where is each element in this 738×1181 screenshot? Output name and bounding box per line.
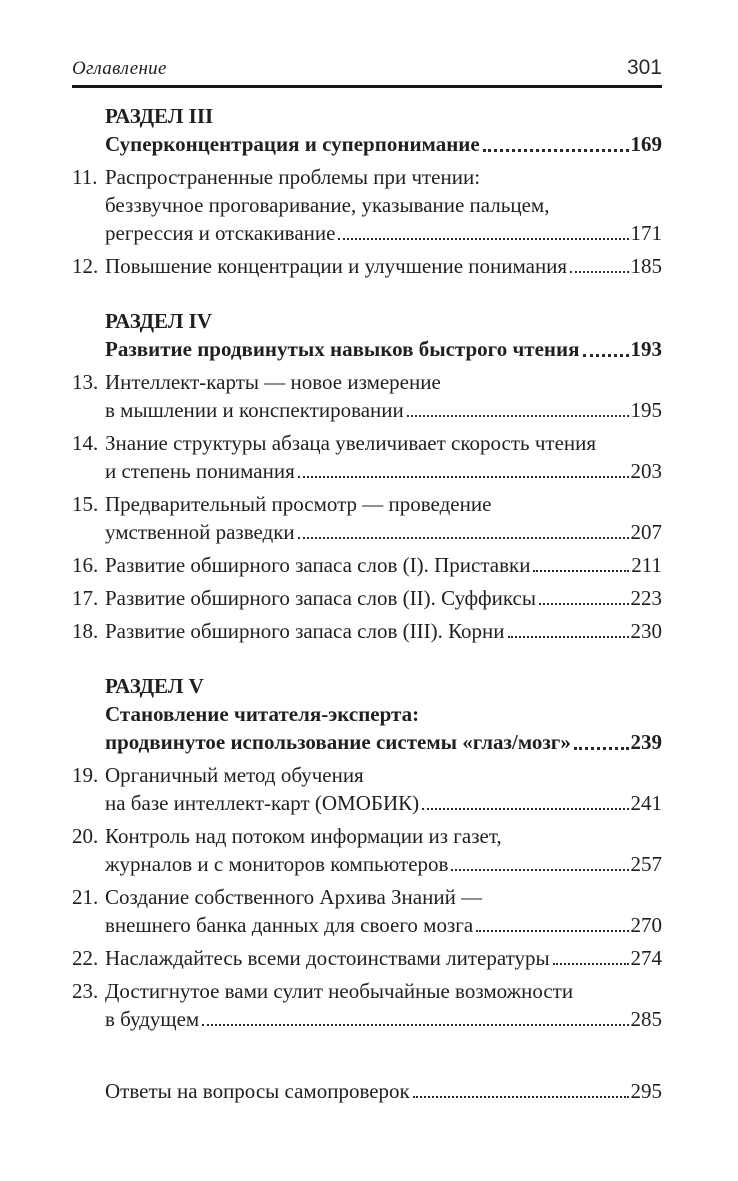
toc-entry-continuation [72, 789, 662, 817]
section-heading [72, 700, 662, 728]
entry-page: 241 [630, 791, 662, 815]
entry-text: внешнего банка данных для своего мозга [105, 913, 474, 937]
section-heading-text: Становление читателя-эксперта: [105, 702, 420, 726]
toc-entry [72, 163, 662, 191]
answers-text: Ответы на вопросы самопроверок [105, 1079, 410, 1103]
toc-entry-continuation [72, 396, 662, 424]
section-page: 239 [630, 730, 662, 754]
entry-text: Развитие обширного запаса слов (III). Корни [105, 619, 505, 643]
section-heading [72, 672, 662, 700]
section-heading-text: РАЗДЕЛ V [105, 674, 204, 698]
entry-number: 17. [72, 586, 99, 610]
entry-text: Предварительный просмотр — проведение [105, 492, 492, 516]
toc-entry [72, 551, 662, 579]
entry-text: журналов и с мониторов компьютеров [105, 852, 449, 876]
dot-leader [413, 1096, 629, 1098]
table-of-contents [72, 102, 662, 1105]
entry-text: Развитие обширного запаса слов (I). Приставки [105, 553, 531, 577]
toc-entry-continuation [72, 457, 662, 485]
entry-text: Повышение концентрации и улучшение понимания [105, 254, 568, 278]
section-heading-text: РАЗДЕЛ IV [105, 309, 212, 333]
toc-entry [72, 617, 662, 645]
dot-leader [407, 415, 629, 417]
section-heading [72, 728, 662, 756]
toc-entry [72, 584, 662, 612]
dot-leader [338, 238, 628, 240]
toc-entry [72, 977, 662, 1005]
toc-entry-continuation [72, 219, 662, 247]
entry-text: умственной разведки [105, 520, 295, 544]
section-heading-text: Развитие продвинутых навыков быстрого чтения [105, 337, 580, 361]
toc-entry-continuation [72, 911, 662, 939]
entry-page: 185 [630, 254, 662, 278]
running-header [72, 56, 662, 88]
section-heading-text: продвинутое использование системы «глаз/мозг» [105, 730, 571, 754]
toc-entry [72, 368, 662, 396]
entry-page: 257 [630, 852, 662, 876]
entry-text: регрессия и отскакивание [105, 221, 336, 245]
entry-page: 270 [630, 913, 662, 937]
entry-text: беззвучное проговаривание, указывание пальцем, [105, 193, 550, 217]
toc-entry-continuation [72, 1005, 662, 1033]
page-number: 301 [626, 56, 662, 79]
entry-page: 211 [631, 553, 662, 577]
dot-leader [553, 963, 629, 965]
dot-leader [583, 354, 629, 357]
entry-page: 203 [630, 459, 662, 483]
entry-text: Контроль над потоком информации из газет, [105, 824, 502, 848]
entry-text: в будущем [105, 1007, 200, 1031]
entry-number: 18. [72, 619, 99, 643]
section-heading-text: Суперконцентрация и суперпонимание [105, 132, 480, 156]
toc-entry [72, 252, 662, 280]
toc-entry [72, 761, 662, 789]
entry-number: 11. [72, 165, 98, 189]
dot-leader [508, 636, 629, 638]
entry-page: 285 [630, 1007, 662, 1031]
running-title: Оглавление [72, 58, 167, 79]
dot-leader [574, 747, 629, 750]
entry-number: 16. [72, 553, 99, 577]
answers-page: 295 [630, 1079, 662, 1103]
entry-number: 12. [72, 254, 99, 278]
entry-number: 20. [72, 824, 99, 848]
section-heading-text: РАЗДЕЛ III [105, 104, 214, 128]
dot-leader [298, 537, 629, 539]
dot-leader [483, 149, 629, 152]
toc-entry [72, 490, 662, 518]
section-page: 193 [630, 337, 662, 361]
entry-page: 195 [630, 398, 662, 422]
entry-page: 207 [630, 520, 662, 544]
entry-text: Создание собственного Архива Знаний — [105, 885, 483, 909]
toc-entry [72, 883, 662, 911]
entry-text: Знание структуры абзаца увеличивает скорость чтения [105, 431, 597, 455]
entry-text: Развитие обширного запаса слов (II). Суффиксы [105, 586, 536, 610]
entry-number: 22. [72, 946, 99, 970]
dot-leader [422, 808, 628, 810]
entry-text: Наслаждайтесь всеми достоинствами литературы [105, 946, 550, 970]
dot-leader [476, 930, 628, 932]
entry-text: на базе интеллект-карт (ОМОБИК) [105, 791, 420, 815]
section-heading [72, 335, 662, 363]
section-page: 169 [630, 132, 662, 156]
dot-leader [533, 570, 629, 572]
dot-leader [539, 603, 629, 605]
dot-leader [202, 1024, 628, 1026]
answers-line [72, 1077, 662, 1105]
dot-leader [570, 271, 628, 273]
entry-text: Интеллект-карты — новое измерение [105, 370, 441, 394]
entry-text: и степень понимания [105, 459, 295, 483]
entry-number: 19. [72, 763, 99, 787]
toc-entry [72, 822, 662, 850]
entry-number: 23. [72, 979, 99, 1003]
entry-page: 274 [630, 946, 662, 970]
entry-page: 230 [630, 619, 662, 643]
section-heading [72, 102, 662, 130]
entry-page: 171 [630, 221, 662, 245]
entry-text: Достигнутое вами сулит необычайные возможности [105, 979, 574, 1003]
entry-text: в мышлении и конспектировании [105, 398, 404, 422]
dot-leader [298, 476, 629, 478]
toc-entry-continuation [72, 191, 662, 219]
entry-number: 15. [72, 492, 99, 516]
entry-text: Распространенные проблемы при чтении: [105, 165, 481, 189]
toc-entry-continuation [72, 518, 662, 546]
entry-page: 223 [630, 586, 662, 610]
entry-number: 21. [72, 885, 99, 909]
dot-leader [451, 869, 628, 871]
toc-entry [72, 944, 662, 972]
entry-number: 13. [72, 370, 99, 394]
entry-text: Органичный метод обучения [105, 763, 364, 787]
toc-entry [72, 429, 662, 457]
section-heading [72, 130, 662, 158]
toc-entry-continuation [72, 850, 662, 878]
entry-number: 14. [72, 431, 99, 455]
section-heading [72, 307, 662, 335]
